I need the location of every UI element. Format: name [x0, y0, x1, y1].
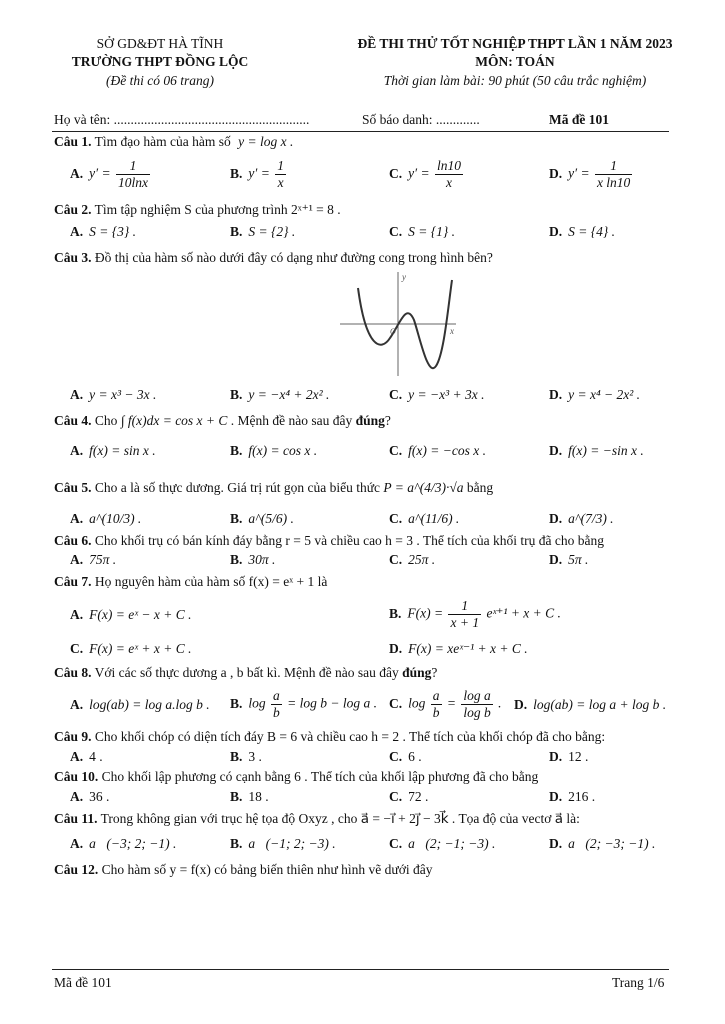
question-2: Câu 2. Tìm tập nghiệm S của phương trình 2ˣ⁺¹ = 8 . — [54, 202, 341, 217]
question-1: Câu 1. Tìm đạo hàm của hàm số y = log x . — [54, 134, 294, 149]
q1-option-b: B. y′ = $\frac{1}{x}$ — [230, 158, 284, 190]
footer-divider — [52, 969, 669, 970]
q10-option-c: C. 72 . — [389, 789, 429, 804]
q2-option-b: B. S = {2} . — [230, 224, 296, 239]
question-9: Câu 9. Cho khối chóp có diện tích đáy B = 6 và chiều cao h = 2 . Thể tích của khối chóp đã cho bằng: — [54, 729, 606, 744]
q8-option-d: D. log(ab) = log a + log b . — [514, 697, 667, 712]
q10-option-a: A. 36 . — [70, 789, 110, 804]
q9-option-a: A. 4 . — [70, 749, 103, 764]
question-4: Câu 4. Cho ∫ f(x)dx = cos x + C . Mệnh đề nào sau đây đúng? — [54, 413, 391, 428]
q8-option-c: C. log $\frac{a}{b}$ = $\frac{\text{log a}}{\text{log b}}$ . — [389, 688, 502, 720]
graph-x-label: x — [450, 326, 454, 336]
q8-option-b: B. log $\frac{a}{b}$ = log b − log a . — [230, 688, 378, 720]
q11-option-c: C. a⃗(2; −1; −3) . — [389, 836, 496, 851]
question-6: Câu 6. Cho khối trụ có bán kính đáy bằng r = 5 và chiều cao h = 3 . Thể tích của khối trụ đã cho bằng — [54, 533, 604, 548]
q7-option-a: A. F(x) = eˣ − x + C . — [70, 607, 192, 622]
exam-title: ĐỀ THI THỬ TỐT NGHIỆP THPT LẦN 1 NĂM 2023 — [357, 36, 673, 51]
student-name-line: Họ và tên: .......................................................... — [54, 112, 310, 127]
q4-option-c: C. f(x) = −cos x . — [389, 443, 486, 458]
q1-option-a: A. y′ = $\frac{1}{10\ln x}$ — [70, 158, 148, 190]
q4-option-b: B. f(x) = cos x . — [230, 443, 318, 458]
q3-option-a: A. y = x³ − 3x . — [70, 387, 157, 402]
subject: MÔN: TOÁN — [475, 54, 555, 69]
q9-option-c: C. 6 . — [389, 749, 422, 764]
q11-option-a: A. a⃗(−3; 2; −1) . — [70, 836, 177, 851]
q2-option-c: C. S = {1} . — [389, 224, 456, 239]
q6-option-a: A. 75π . — [70, 552, 117, 567]
question-10: Câu 10. Cho khối lập phương có cạnh bằng 6 . Thể tích của khối lập phương đã cho bằng — [54, 769, 539, 784]
q1-option-c: C. y′ = $\frac{\ln 10}{x}$ — [389, 158, 461, 190]
q7-option-c: C. F(x) = eˣ + x + C . — [70, 641, 192, 656]
q10-option-b: B. 18 . — [230, 789, 269, 804]
question-8: Câu 8. Với các số thực dương a , b bất kì. Mệnh đề nào sau đây đúng? — [54, 665, 438, 680]
question-7: Câu 7. Họ nguyên hàm của hàm số f(x) = eˣ + 1 là — [54, 574, 328, 589]
q4-option-a: A. f(x) = sin x . — [70, 443, 156, 458]
school-name: TRƯỜNG THPT ĐỒNG LỘC — [71, 54, 249, 69]
q6-option-d: D. 5π . — [549, 552, 589, 567]
graph-origin-label: O — [390, 327, 396, 336]
q1-option-d: D. y′ = $\frac{1}{\text{x ln10}}$ — [549, 158, 631, 190]
q8-option-a: A. log(ab) = log a.log b . — [70, 697, 210, 712]
student-id-line: Số báo danh: ............. — [362, 112, 480, 127]
header-divider — [52, 131, 669, 132]
department-name: SỞ GD&ĐT HÀ TĨNH — [96, 36, 224, 51]
q5-option-a: A. a^(10/3) . — [70, 511, 142, 526]
q7-option-b: B. F(x) = $\frac{1}{x + 1}$ eˣ⁺¹ + x + C . — [389, 598, 561, 630]
q2-option-d: D. S = {4} . — [549, 224, 616, 239]
question-11: Câu 11. Trong không gian với trục hệ tọa độ Oxyz , cho a⃗ = −i⃗ + 2j⃗ − 3k⃗ . Tọa độ của vectơ a⃗ là: — [54, 811, 580, 826]
q10-option-d: D. 216 . — [549, 789, 596, 804]
q6-option-b: B. 30π . — [230, 552, 276, 567]
q3-option-b: B. y = −x⁴ + 2x² . — [230, 387, 330, 402]
q3-option-c: C. y = −x³ + 3x . — [389, 387, 485, 402]
q5-option-c: C. a^(11/6) . — [389, 511, 460, 526]
q6-option-c: C. 25π . — [389, 552, 436, 567]
q2-option-a: A. S = {3} . — [70, 224, 137, 239]
cubic-graph — [336, 268, 460, 380]
q4-option-d: D. f(x) = −sin x . — [549, 443, 644, 458]
question-3: Câu 3. Đồ thị của hàm số nào dưới đây có dạng như đường cong trong hình bên? — [54, 250, 493, 265]
q11-option-d: D. a⃗(2; −3; −1) . — [549, 836, 656, 851]
question-5: Câu 5. Cho a là số thực dương. Giá trị rút gọn của biểu thức P = a^(4/3)·√a bằng — [54, 480, 494, 495]
q5-option-b: B. a^(5/6) . — [230, 511, 294, 526]
footer-page-number: Trang 1/6 — [612, 975, 665, 990]
q11-option-b: B. a⃗(−1; 2; −3) . — [230, 836, 336, 851]
question-12: Câu 12. Cho hàm số y = f(x) có bảng biến thiên như hình vẽ dưới đây — [54, 862, 433, 877]
q7-option-d: D. F(x) = xeˣ⁻¹ + x + C . — [389, 641, 528, 656]
graph-y-label: y — [402, 272, 406, 282]
q3-option-d: D. y = x⁴ − 2x² . — [549, 387, 641, 402]
q5-option-d: D. a^(7/3) . — [549, 511, 614, 526]
q9-option-d: D. 12 . — [549, 749, 589, 764]
time-note: Thời gian làm bài: 90 phút (50 câu trắc nghiệm) — [383, 73, 647, 88]
exam-code: Mã đề 101 — [549, 112, 609, 127]
q9-option-b: B. 3 . — [230, 749, 262, 764]
pages-note: (Đề thi có 06 trang) — [106, 73, 214, 88]
footer-exam-code: Mã đề 101 — [54, 975, 112, 990]
